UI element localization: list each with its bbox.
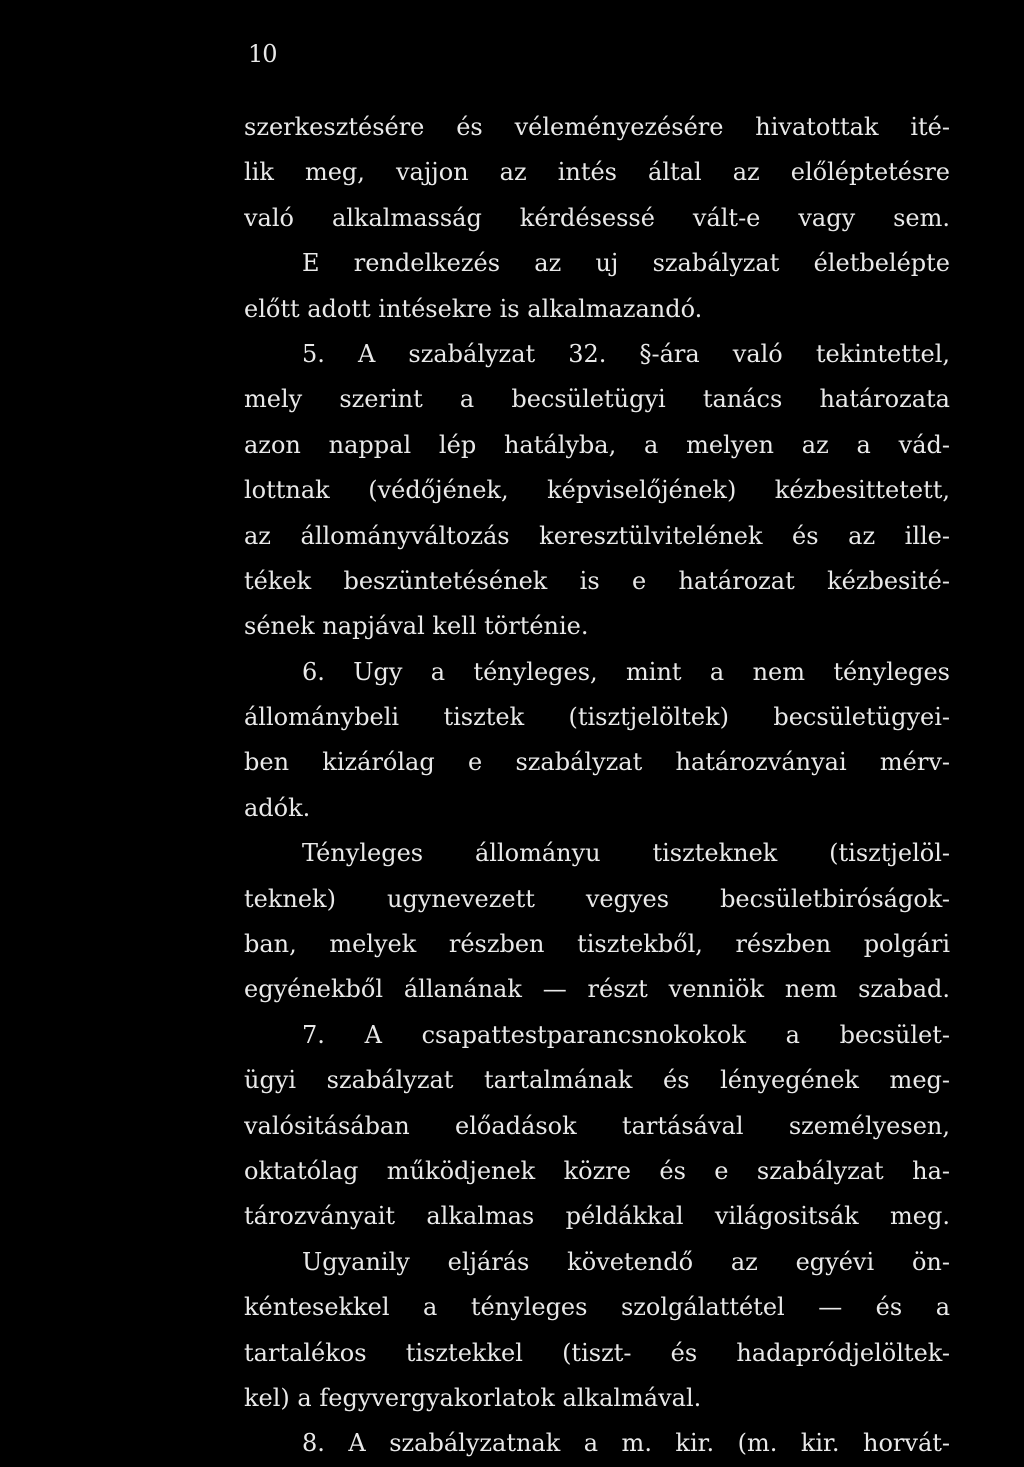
text-line: 7. A csapattestparancsnokokok a becsület- [302,1020,950,1049]
text-line: oktatólag működjenek közre és e szabályzat ha- [244,1156,950,1185]
text-line: 5. A szabályzat 32. §-ára való tekintettel, [302,339,950,368]
text-line: ben kizárólag e szabályzat határozványai mérv- [244,748,950,777]
text-line: kéntesekkel a tényleges szolgálattétel — és a [244,1293,950,1322]
text-line: előtt adott intésekre is alkalmazandó. [244,294,703,323]
text-line: 6. Ugy a tényleges, mint a nem tényleges [302,657,950,686]
text-line: 8. A szabályzatnak a m. kir. (m. kir. horvát- [302,1429,950,1458]
text-line: tározványait alkalmas példákkal világositsák meg. [244,1202,950,1231]
text-line: E rendelkezés az uj szabályzat életbelépte [302,249,950,278]
text-line: állománybeli tisztek (tisztjelöltek) becsületügyei- [244,703,950,732]
text-line: az állományváltozás keresztülvitelének és az ille- [244,521,950,550]
text-line: tékek beszüntetésének is e határozat kézbesité- [244,566,950,595]
text-line: kel) a fegyvergyakorlatok alkalmával. [244,1383,702,1412]
text-line: sének napjával kell történie. [244,612,589,641]
text-line: Tényleges állományu tiszteknek (tisztjelöl- [302,839,950,868]
text-line: tartalékos tisztekkel (tiszt- és hadapródjelöltek- [244,1338,950,1367]
body-text [244,105,950,1467]
page-number: 10 [248,40,277,68]
text-line: adók. [244,793,311,822]
text-line: ügyi szabályzat tartalmának és lényegének meg- [244,1066,950,1095]
text-line: valósitásában előadások tartásával személyesen, [244,1111,950,1140]
text-line: teknek) ugynevezett vegyes becsületbiróságok- [244,884,950,913]
text-line: szerkesztésére és véleményezésére hivatottak ité- [244,113,950,141]
text-line: lik meg, vajjon az intés által az előléptetésre [244,158,950,187]
text-line: ban, melyek részben tisztekből, részben polgári [244,930,950,959]
text-line: egyénekből állanának — részt venniök nem szabad. [244,975,950,1004]
text-line: azon nappal lép hatályba, a melyen az a vád- [244,430,950,459]
text-line: való alkalmasság kérdésessé vált-e vagy sem. [244,203,950,232]
text-line: mely szerint a becsületügyi tanács határozata [244,385,950,414]
text-line: lottnak (védőjének, képviselőjének) kézbesittetett, [244,476,950,505]
text-line: Ugyanily eljárás követendő az egyévi ön- [302,1247,950,1276]
